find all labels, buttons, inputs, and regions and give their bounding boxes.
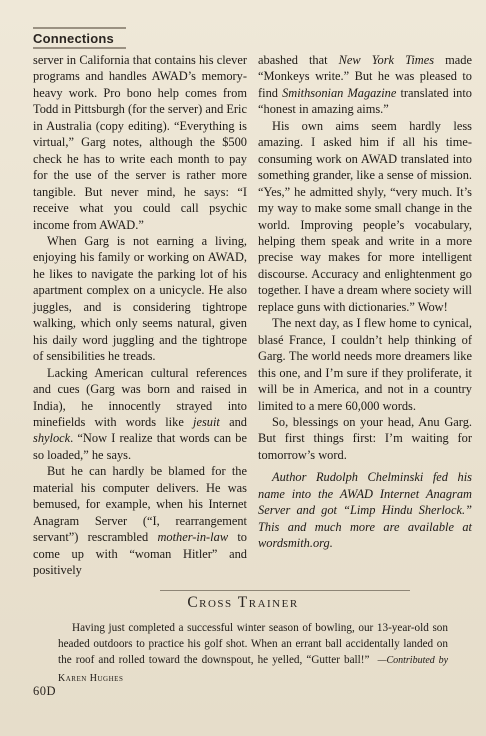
left-p4-part-1: But he can hardly be blamed for the material his computer delivers. He was bemused, for example, when his Internet Anagram Server (“I, rearrangement servant”) rescrambled bbox=[33, 464, 247, 545]
right-p1-italic-smithsonian: Smithsonian Magazine bbox=[282, 85, 397, 100]
right-p1-italic-nyt: New York Times bbox=[338, 53, 435, 67]
left-paragraph-2: When Garg is not earning a living, enjoying his family or working on AWAD, he likes to navigate the parking lot of his apartment complex on a unicycle. He also juggles, and is considering tightrope walking, which only seems natural, given his daily word juggling and the tightrope of sensibilities he treads. bbox=[33, 233, 247, 364]
author-byline: Author Rudolph Chelminski fed his name into the AWAD Internet Anagram Server and got “Limp Hindu Sherlock.” This and much more are available at wordsmith.org. bbox=[258, 470, 472, 551]
header-rule-bottom bbox=[33, 47, 126, 49]
right-paragraph-2: His own aims seem hardly less amazing. I asked him if all his time-consuming work on AWAD translated into something grander, like a sense of mission. “Yes,” he admitted shyly, “very much. It’s my way to make some small change in the world. Improving people’s vocabulary, helping them speak and write in a more precise way makes for more intelligent discourse. Accuracy and enlightenment go together. I have a dream where society will replace guns with dictionaries.” Wow! bbox=[258, 118, 472, 314]
left-p4-italic-mother-in-law: mother-in-law bbox=[157, 530, 229, 545]
cross-trainer-text: Having just completed a successful winter season of bowling, our 13-year-old son headed outdoors to practice his golf shot. When an errant ball accidentally landed on the roof and rolled toward the downspout, he yelled, “Gutter ball!” bbox=[58, 622, 448, 667]
left-p3-italic-jesuit: jesuit bbox=[193, 414, 220, 429]
left-p4-part-3: to come up with “woman Hitler” and positively bbox=[33, 530, 247, 578]
right-paragraph-4: So, blessings on your head, Anu Garg. But first things first: I’m waiting for tomorrow’s word. bbox=[258, 414, 472, 462]
header-rule-top bbox=[33, 27, 126, 29]
left-p3-part-1: Lacking American cultural references and cues (Garg was born and raised in India), he innocently strayed into minefields with words like bbox=[33, 365, 247, 429]
right-paragraph-3: The next day, as I flew home to cynical, blasé France, I couldn’t help thinking of Garg. The world needs more dreamers like this one, and I’m sure if they proliferate, it will be in America, and not in a country limited to a mere 60,000 words. bbox=[258, 316, 472, 413]
page-number: 60D bbox=[33, 684, 57, 698]
left-p3-italic-shylock: shylock bbox=[33, 431, 71, 446]
right-p1-part-3: made “Monkeys write.” But he was pleased to find bbox=[258, 53, 472, 100]
right-paragraph-1 bbox=[258, 52, 472, 118]
left-column bbox=[33, 52, 247, 579]
right-p1-part-5: translated into “honest in amazing aims.” bbox=[258, 85, 472, 117]
section-divider bbox=[160, 590, 410, 591]
cross-trainer-body bbox=[58, 620, 448, 687]
left-paragraph-3 bbox=[33, 365, 247, 464]
right-column bbox=[258, 52, 472, 552]
credit-name: Karen Hughes bbox=[58, 672, 124, 684]
left-p3-part-5: . “Now I realize that words can be so loaded,” he says. bbox=[33, 431, 247, 462]
left-p3-part-3: and bbox=[219, 414, 247, 429]
right-p1-part-1: abashed that bbox=[258, 53, 339, 67]
section-title: Connections bbox=[33, 31, 114, 46]
credit-prefix: —Contributed by bbox=[377, 655, 449, 667]
left-paragraph-4 bbox=[33, 463, 247, 578]
cross-trainer-title: Cross Trainer bbox=[187, 594, 299, 611]
left-paragraph-1: server in California that contains his clever programs and handles AWAD’s memory-heavy work. Pro bono help comes from Todd in Pittsburgh (for the server) and Eric in Australia (copy editing). “Everything is virtual,” Garg notes, although the $500 check he has to write each month to pay for the use of the server is rather more tangible. But never mind, he says: “I receive what you could call psychic income from AWAD.” bbox=[33, 53, 247, 232]
